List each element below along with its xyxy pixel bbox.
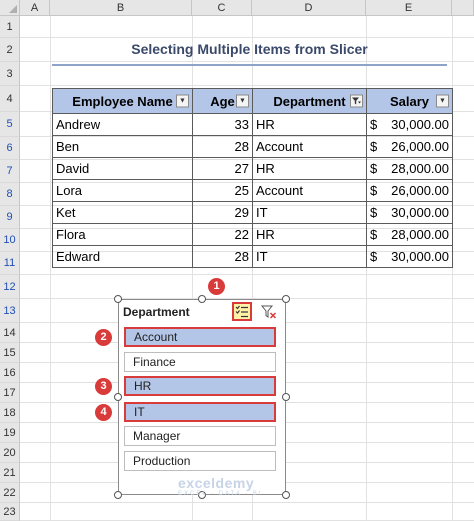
table-header-row xyxy=(53,89,453,114)
table-row xyxy=(53,158,453,180)
salary-value: 30,000.00 xyxy=(391,249,449,264)
cell-age[interactable]: 25 xyxy=(193,180,253,202)
clear-filter-icon[interactable] xyxy=(260,303,278,321)
table-row xyxy=(53,224,453,246)
filter-dropdown-icon[interactable]: ▼ xyxy=(236,95,249,108)
salary-value: 30,000.00 xyxy=(391,117,449,132)
row-header-11[interactable]: 11 xyxy=(0,252,20,275)
select-all-corner[interactable] xyxy=(0,0,20,16)
header-department[interactable] xyxy=(253,89,367,114)
slicer-item-manager[interactable]: Manager xyxy=(124,426,276,446)
row-header-4[interactable]: 4 xyxy=(0,86,20,112)
cell-employee-name[interactable]: Ben xyxy=(53,136,193,158)
currency-symbol: $ xyxy=(370,227,378,242)
table-row xyxy=(53,136,453,158)
cell-employee-name[interactable]: Lora xyxy=(53,180,193,202)
gridline xyxy=(20,85,474,86)
cell-salary[interactable] xyxy=(367,202,453,224)
row-header-1[interactable]: 1 xyxy=(0,16,20,38)
row-header-17[interactable]: 17 xyxy=(0,383,20,403)
slicer-title: Department xyxy=(123,305,190,319)
row-header-8[interactable]: 8 xyxy=(0,183,20,206)
employee-table xyxy=(52,88,453,268)
resize-handle[interactable] xyxy=(114,393,122,401)
col-header-d[interactable]: D xyxy=(252,0,366,16)
cell-employee-name[interactable]: David xyxy=(53,158,193,180)
row-header-18[interactable]: 18 xyxy=(0,403,20,423)
currency-symbol: $ xyxy=(370,139,378,154)
table-row xyxy=(53,114,453,136)
resize-handle[interactable] xyxy=(282,393,290,401)
cell-age[interactable]: 29 xyxy=(193,202,253,224)
slicer-item-production[interactable]: Production xyxy=(124,451,276,471)
currency-symbol: $ xyxy=(370,205,378,220)
slicer-item-finance[interactable]: Finance xyxy=(124,352,276,372)
col-header-c[interactable]: C xyxy=(192,0,252,16)
header-age[interactable] xyxy=(193,89,253,114)
cell-age[interactable]: 28 xyxy=(193,136,253,158)
currency-symbol: $ xyxy=(370,161,378,176)
gridline xyxy=(50,16,51,521)
department-slicer[interactable] xyxy=(118,299,286,495)
step-badge-3: 3 xyxy=(95,378,112,395)
col-header-a[interactable]: A xyxy=(20,0,50,16)
gridline xyxy=(20,37,474,38)
row-header-19[interactable]: 19 xyxy=(0,423,20,443)
cell-employee-name[interactable]: Andrew xyxy=(53,114,193,136)
cell-employee-name[interactable]: Ket xyxy=(53,202,193,224)
salary-value: 28,000.00 xyxy=(391,161,449,176)
cell-age[interactable]: 28 xyxy=(193,246,253,268)
cell-salary[interactable] xyxy=(367,114,453,136)
cell-department[interactable]: Account xyxy=(253,136,367,158)
cell-department[interactable]: IT xyxy=(253,246,367,268)
cell-salary[interactable] xyxy=(367,246,453,268)
currency-symbol: $ xyxy=(370,249,378,264)
cell-department[interactable]: HR xyxy=(253,224,367,246)
header-salary[interactable] xyxy=(367,89,453,114)
cell-age[interactable]: 22 xyxy=(193,224,253,246)
resize-handle[interactable] xyxy=(114,295,122,303)
cell-department[interactable]: Account xyxy=(253,180,367,202)
salary-value: 28,000.00 xyxy=(391,227,449,242)
watermark-tagline: EXCEL · DATA · BI xyxy=(178,491,263,497)
cell-age[interactable]: 33 xyxy=(193,114,253,136)
row-header-22[interactable]: 22 xyxy=(0,483,20,503)
row-header-6[interactable]: 6 xyxy=(0,137,20,160)
watermark-name: exceldemy xyxy=(178,475,255,491)
cell-department[interactable]: IT xyxy=(253,202,367,224)
header-label: Age xyxy=(210,93,235,109)
multi-select-icon[interactable] xyxy=(232,302,252,321)
slicer-item-hr[interactable]: HR xyxy=(124,376,276,396)
resize-handle[interactable] xyxy=(282,491,290,499)
slicer-item-it[interactable]: IT xyxy=(124,402,276,422)
step-badge-1: 1 xyxy=(208,278,225,295)
filter-dropdown-icon[interactable]: ▼ xyxy=(436,95,449,108)
currency-symbol: $ xyxy=(370,117,378,132)
gridline xyxy=(20,502,474,503)
cell-salary[interactable] xyxy=(367,136,453,158)
row-header-12[interactable]: 12 xyxy=(0,275,20,299)
filter-applied-icon[interactable] xyxy=(350,95,363,108)
cell-salary[interactable] xyxy=(367,158,453,180)
row-header-21[interactable]: 21 xyxy=(0,463,20,483)
salary-value: 30,000.00 xyxy=(391,205,449,220)
slicer-item-account[interactable]: Account xyxy=(124,327,276,347)
row-header-13[interactable]: 13 xyxy=(0,299,20,323)
cell-department[interactable]: HR xyxy=(253,114,367,136)
row-header-10[interactable]: 10 xyxy=(0,229,20,252)
row-header-5[interactable]: 5 xyxy=(0,112,20,137)
title-underline xyxy=(52,64,447,66)
col-header-blank[interactable] xyxy=(452,0,474,16)
row-header-9[interactable]: 9 xyxy=(0,206,20,229)
step-badge-4: 4 xyxy=(95,404,112,421)
cell-department[interactable]: HR xyxy=(253,158,367,180)
row-header-14[interactable]: 14 xyxy=(0,323,20,343)
cell-employee-name[interactable]: Edward xyxy=(53,246,193,268)
table-row xyxy=(53,180,453,202)
header-label: Department xyxy=(273,93,346,109)
row-header-3[interactable]: 3 xyxy=(0,62,20,86)
header-label: Employee Name xyxy=(72,93,173,109)
gridline xyxy=(20,274,474,275)
salary-value: 26,000.00 xyxy=(391,139,449,154)
resize-handle[interactable] xyxy=(198,295,206,303)
step-badge-2: 2 xyxy=(95,329,112,346)
table-row xyxy=(53,202,453,224)
header-employee-name[interactable] xyxy=(53,89,193,114)
currency-symbol: $ xyxy=(370,183,378,198)
cell-age[interactable]: 27 xyxy=(193,158,253,180)
header-label: Salary xyxy=(389,93,430,109)
resize-handle[interactable] xyxy=(114,491,122,499)
salary-value: 26,000.00 xyxy=(391,183,449,198)
row-header-15[interactable]: 15 xyxy=(0,343,20,363)
watermark-logo xyxy=(178,475,263,497)
resize-handle[interactable] xyxy=(282,295,290,303)
col-header-e[interactable]: E xyxy=(366,0,452,16)
cell-employee-name[interactable]: Flora xyxy=(53,224,193,246)
row-header-20[interactable]: 20 xyxy=(0,443,20,463)
cell-salary[interactable] xyxy=(367,180,453,202)
table-row xyxy=(53,246,453,268)
row-header-2[interactable]: 2 xyxy=(0,38,20,62)
row-header-23[interactable]: 23 xyxy=(0,503,20,521)
sheet-title: Selecting Multiple Items from Slicer xyxy=(131,41,368,57)
gridline xyxy=(20,61,474,62)
row-header-16[interactable]: 16 xyxy=(0,363,20,383)
row-header-7[interactable]: 7 xyxy=(0,160,20,183)
col-header-b[interactable]: B xyxy=(50,0,192,16)
filter-dropdown-icon[interactable]: ▼ xyxy=(176,95,189,108)
table-body xyxy=(53,114,453,268)
cell-salary[interactable] xyxy=(367,224,453,246)
